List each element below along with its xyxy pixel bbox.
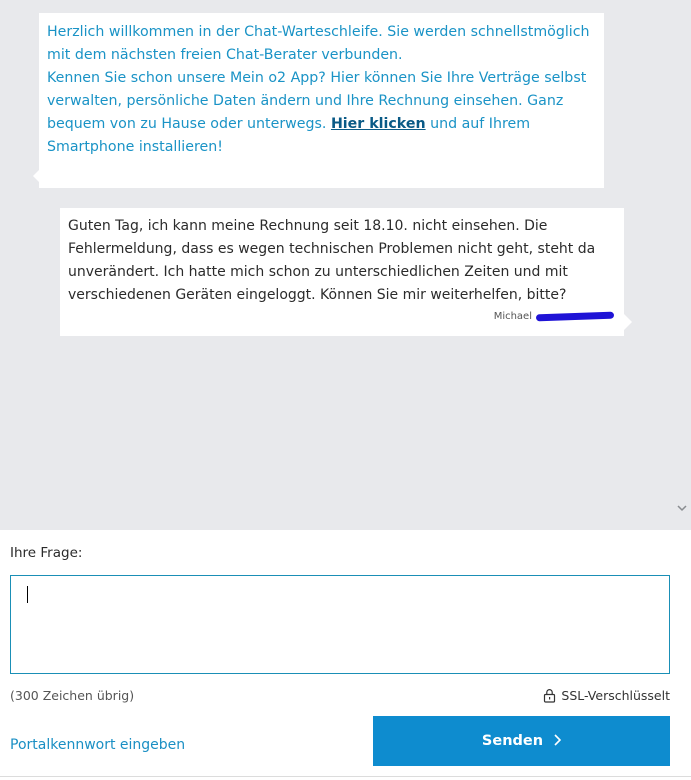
agent-app-promo-text: Kennen Sie schon unsere Mein o2 App? Hier können Sie Ihre Verträge selbst verwalten, persönliche Daten ändern und Ihre Rechnung einsehen. Ganz bequem von zu Hause oder unterwegs. <box>47 70 587 132</box>
send-button-label: Senden <box>481 733 544 749</box>
agent-app-promo-tail: und auf Ihrem Smartphone installieren! <box>47 116 531 155</box>
text-caret <box>27 586 28 603</box>
app-install-link[interactable]: Hier klicken <box>330 116 426 132</box>
chat-scrollbar[interactable] <box>674 0 691 530</box>
agent-message-text <box>47 21 596 159</box>
character-counter: (300 Zeichen übrig) <box>10 688 135 703</box>
agent-bubble-tail <box>33 168 41 184</box>
chevron-right-icon <box>553 732 561 750</box>
bottom-divider <box>0 776 691 777</box>
agent-welcome-text: Herzlich willkommen in der Chat-Warteschleife. Sie werden schnellstmöglich mit dem nächsten freien Chat-Berater verbunden. <box>47 24 590 63</box>
chevron-down-icon[interactable] <box>676 500 688 516</box>
ssl-label: SSL-Verschlüsselt <box>561 688 670 703</box>
ssl-indicator <box>543 688 670 703</box>
question-input[interactable] <box>10 575 670 674</box>
portal-password-link[interactable]: Portalkennwort eingeben <box>10 737 186 753</box>
redacted-surname <box>536 312 614 322</box>
sender-name: Michael <box>493 311 532 322</box>
user-message-bubble <box>60 208 624 336</box>
question-label: Ihre Frage: <box>10 545 83 561</box>
user-message-text: Guten Tag, ich kann meine Rechnung seit 18.10. nicht einsehen. Die Fehlermeldung, dass es wegen technischen Problemen nicht geht, steht da unverändert. Ich hatte mich schon zu unterschiedlichen Zeiten und mit verschiedenen Geräten eingeloggt. Können Sie mir weiterhelfen, bitte? <box>68 218 596 303</box>
user-bubble-tail <box>624 314 632 330</box>
send-button[interactable] <box>373 716 670 766</box>
lock-icon <box>543 688 556 703</box>
message-sender <box>494 305 614 328</box>
agent-message-bubble <box>39 13 604 188</box>
